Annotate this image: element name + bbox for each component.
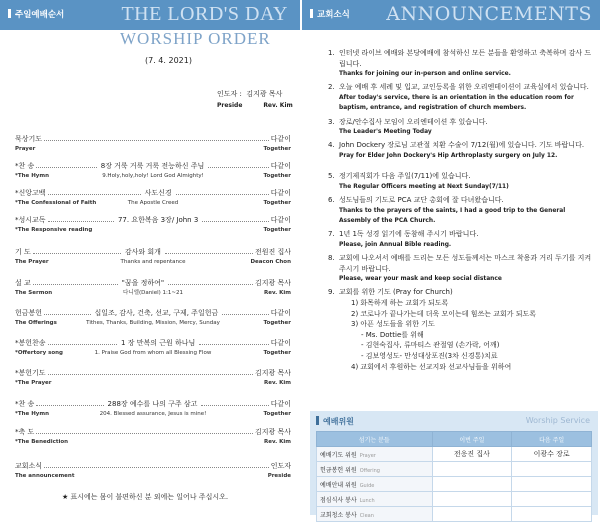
this-sunday bbox=[432, 462, 512, 477]
service-role bbox=[317, 507, 433, 522]
order-item bbox=[15, 337, 291, 358]
left-banner bbox=[0, 0, 300, 30]
order-line bbox=[15, 398, 291, 409]
dot-leader bbox=[36, 398, 103, 406]
prayer-line: 3) 아픈 성도들을 위한 기도 bbox=[351, 320, 435, 329]
order-en-line bbox=[15, 471, 291, 481]
order-line bbox=[15, 307, 291, 318]
order-line bbox=[15, 187, 291, 198]
order-en-label: The announcement bbox=[15, 473, 75, 479]
order-ko-label: 교회소식 bbox=[15, 462, 43, 470]
role-ko: 교회청소 봉사 bbox=[320, 511, 357, 519]
announcement-item bbox=[328, 195, 593, 227]
order-en-line bbox=[15, 171, 291, 181]
dot-leader bbox=[44, 133, 269, 141]
announcement-ko: 정기제직회가 다음 주일(7/11)에 있습니다. bbox=[339, 172, 471, 181]
announcement-ko: 인터넷 라이브 예배와 본당예배에 참석하신 모든 분들을 환영하고 축복하며 감사 드립니다. bbox=[339, 49, 592, 68]
order-en-line bbox=[15, 288, 291, 298]
order-line bbox=[15, 246, 291, 257]
announcement-en: Thanks to the prayers of the saints, I had a good trip to the General Assembly of the PCA Church. bbox=[339, 207, 566, 225]
announcement-ko: 1년 1독 성경 읽기에 동참해 주시기 바랍니다. bbox=[339, 230, 479, 239]
dot-leader bbox=[165, 246, 253, 254]
this-sunday bbox=[432, 477, 512, 492]
announcement-body bbox=[339, 117, 488, 138]
dot-leader bbox=[36, 160, 96, 168]
table-row bbox=[317, 447, 592, 462]
col-header: 섬기는 분들 bbox=[317, 432, 433, 447]
order-line bbox=[15, 133, 291, 144]
announcement-body bbox=[339, 140, 584, 161]
order-detail: 사도신경 bbox=[144, 189, 172, 197]
order-leader: 전원진 집사 bbox=[254, 248, 291, 256]
announcement-ko: 교회에 나오셔서 예배를 드리는 모든 성도들께서는 마스크 착용과 거리 두기를 지켜주시기 바랍니다. bbox=[339, 254, 592, 273]
worship-service-box bbox=[310, 411, 598, 519]
order-en-leader: Together bbox=[263, 320, 291, 326]
announcement-en: The Leader's Meeting Today bbox=[339, 129, 432, 136]
dot-leader bbox=[33, 246, 121, 254]
dot-leader bbox=[201, 398, 268, 406]
order-en-label: The Offerings bbox=[15, 320, 57, 326]
order-leader: 다같이 bbox=[270, 189, 292, 197]
order-item bbox=[15, 307, 291, 328]
role-ko: 예배안내 위원 bbox=[320, 481, 357, 489]
role-ko: 헌금봉헌 위원 bbox=[320, 466, 357, 474]
announcement-body bbox=[339, 82, 593, 114]
order-ko-label: 묵상기도 bbox=[15, 135, 43, 143]
next-sunday bbox=[512, 507, 592, 522]
order-detail: 십일조, 감사, 건축, 선교, 구제, 주일헌금 bbox=[94, 309, 219, 317]
order-detail: 77. 요한복음 3장/ John 3 bbox=[117, 216, 199, 224]
banner-title: ANNOUNCEMENTS bbox=[386, 3, 592, 25]
announcement-en: After today's service, there is an orientation in the education room for baptism, entrance, and registration of church members. bbox=[339, 94, 574, 112]
announcement-item bbox=[328, 253, 593, 285]
order-en-line bbox=[15, 437, 291, 447]
this-sunday bbox=[432, 492, 512, 507]
dot-leader bbox=[222, 307, 268, 315]
role-ko: 점심식사 봉사 bbox=[320, 496, 357, 504]
order-en-leader: Rev. Kim bbox=[264, 380, 291, 386]
dot-leader bbox=[48, 214, 114, 222]
announcement-item bbox=[328, 117, 593, 138]
announcement-item bbox=[328, 48, 593, 80]
order-en-line bbox=[15, 409, 291, 419]
dot-leader bbox=[208, 160, 268, 168]
announcement-ko: 성도님들의 기도로 PCA 교단 총회에 잘 다녀왔습니다. bbox=[339, 196, 504, 205]
order-en-line bbox=[15, 348, 291, 358]
order-en-leader: Rev. Kim bbox=[264, 439, 291, 445]
dot-leader bbox=[199, 337, 268, 345]
order-item bbox=[15, 426, 291, 447]
order-leader: 다같이 bbox=[270, 339, 292, 347]
prayer-line: 4) 교회에서 후원하는 선교지와 선교사님들을 위하여 bbox=[351, 362, 512, 371]
role-en: Guide bbox=[359, 482, 375, 489]
dot-leader bbox=[202, 214, 268, 222]
announcement-number: 7. bbox=[328, 230, 335, 239]
dot-leader bbox=[168, 277, 253, 285]
order-en-line bbox=[15, 257, 291, 267]
service-role bbox=[317, 492, 433, 507]
dot-leader bbox=[48, 367, 253, 375]
announcement-item bbox=[328, 140, 593, 161]
order-line bbox=[15, 277, 291, 288]
dot-leader bbox=[48, 337, 117, 345]
table-row bbox=[317, 462, 592, 477]
order-ko-label: *축 도 bbox=[15, 428, 35, 436]
service-role bbox=[317, 477, 433, 492]
order-en-label: *The Hymn bbox=[15, 173, 50, 179]
announcement-item bbox=[328, 82, 593, 114]
order-leader: 김지광 목사 bbox=[254, 369, 291, 377]
table-row bbox=[317, 477, 592, 492]
presider-en-label: Preside bbox=[217, 102, 243, 109]
order-item bbox=[15, 133, 291, 154]
prayer-line: - Ms. Dottie를 위해 bbox=[361, 330, 424, 339]
order-en-label: Prayer bbox=[15, 146, 36, 152]
order-en-leader: Preside bbox=[267, 473, 291, 479]
order-en-line bbox=[15, 198, 291, 208]
order-en-leader: Together bbox=[263, 146, 291, 152]
role-en: Prayer bbox=[359, 452, 376, 459]
prayer-item bbox=[328, 287, 593, 372]
this-sunday: 전응진 집사 bbox=[432, 447, 512, 462]
presider-block bbox=[217, 88, 293, 112]
dot-leader bbox=[176, 187, 269, 195]
this-sunday bbox=[432, 507, 512, 522]
order-en-label: The Prayer bbox=[15, 259, 49, 265]
order-ko-label: *봉헌찬송 bbox=[15, 339, 46, 347]
order-detail: 288장 예수를 나의 구주 삼고 bbox=[107, 400, 198, 408]
next-sunday bbox=[512, 462, 592, 477]
order-detail: "꿈을 정하여" bbox=[121, 279, 165, 287]
worship-order-panel bbox=[0, 0, 300, 515]
announcement-body bbox=[339, 253, 593, 285]
order-en-line bbox=[15, 378, 291, 388]
service-date: (7. 4. 2021) bbox=[145, 56, 192, 65]
dot-leader bbox=[44, 460, 269, 468]
announcement-number: 3. bbox=[328, 117, 335, 126]
prayer-line: 2) 코로나가 끝나가는데 더욱 모이는데 힘쓰는 교회가 되도록 bbox=[351, 309, 537, 318]
order-en-label: *The Prayer bbox=[15, 380, 52, 386]
order-item bbox=[15, 277, 291, 298]
service-en-title: Worship Service bbox=[525, 416, 590, 425]
col-header: 다음 주일 bbox=[512, 432, 592, 447]
col-header: 이번 주일 bbox=[432, 432, 512, 447]
dot-leader bbox=[36, 426, 253, 434]
announcement-item bbox=[328, 229, 593, 250]
presider-label: 인도자 : bbox=[217, 90, 242, 98]
order-ko-label: *신앙고백 bbox=[15, 189, 46, 197]
role-en: Offering bbox=[359, 467, 380, 474]
order-en-line bbox=[15, 318, 291, 328]
order-en-line bbox=[15, 225, 291, 235]
order-en-detail: 9.Holy,holy,holy! Lord God Almighty! bbox=[102, 173, 204, 179]
announcement-number: 6. bbox=[328, 196, 335, 205]
order-ko-label: 설 교 bbox=[15, 279, 31, 287]
order-en-line bbox=[15, 144, 291, 154]
order-leader: 다같이 bbox=[270, 309, 292, 317]
order-en-detail: 204. Blessed assurance, Jesus is mine! bbox=[99, 411, 207, 417]
dot-leader bbox=[33, 277, 118, 285]
order-leader: 다같이 bbox=[270, 216, 292, 224]
order-item bbox=[15, 398, 291, 419]
order-leader: 다같이 bbox=[270, 400, 291, 408]
announcement-body bbox=[339, 171, 509, 192]
order-en-detail: 1. Praise God from whom all Blessing Flow bbox=[94, 350, 212, 356]
order-leader: 김지광 목사 bbox=[254, 428, 291, 436]
order-detail: 1 장 만복의 근원 하나님 bbox=[121, 339, 196, 347]
announcement-en: Please, join Annual Bible reading. bbox=[339, 242, 452, 248]
order-ko-label: *봉헌기도 bbox=[15, 369, 46, 377]
order-leader: 인도자 bbox=[270, 462, 291, 470]
order-line bbox=[15, 214, 291, 225]
order-line bbox=[15, 160, 291, 171]
table-row bbox=[317, 492, 592, 507]
dot-leader bbox=[44, 307, 90, 315]
service-role bbox=[317, 447, 433, 462]
prayer-title: 교회를 위한 기도 (Pray for Church) bbox=[339, 288, 453, 297]
order-en-detail: Tithes, Thanks, Building, Mission, Mercy, Sunday bbox=[86, 320, 220, 326]
order-line bbox=[15, 337, 291, 348]
announcement-number: 2. bbox=[328, 83, 335, 92]
order-en-leader: Together bbox=[263, 200, 291, 206]
order-en-label: *Offertory song bbox=[15, 350, 63, 356]
announcement-ko: 장로/안수집사 모임이 오리엔테이션 후 있습니다. bbox=[339, 117, 488, 126]
order-ko-label: *찬 송 bbox=[15, 400, 35, 408]
order-item bbox=[15, 160, 291, 181]
worship-title: WORSHIP ORDER bbox=[120, 29, 271, 48]
order-detail: 8장 거룩 거룩 거룩 전능하신 주님 bbox=[100, 162, 205, 170]
announcement-en: The Regular Officers meeting at Next Sunday(7/11) bbox=[339, 184, 509, 191]
announcement-body bbox=[339, 229, 478, 250]
banner-label: 교회소식 bbox=[310, 8, 350, 20]
announcement-ko: 오늘 예배 후 세례 및 입교, 교인등록을 위한 오리엔테이션이 교육실에서 있습니다. bbox=[339, 83, 589, 92]
right-banner bbox=[302, 0, 600, 30]
dot-leader bbox=[48, 187, 141, 195]
order-en-label: *The Responsive reading bbox=[15, 227, 93, 233]
order-item bbox=[15, 187, 291, 208]
order-item bbox=[15, 214, 291, 235]
order-en-leader: Rev. Kim bbox=[264, 290, 291, 296]
order-en-detail: Thanks and repentance bbox=[120, 259, 186, 265]
banner-title: THE LORD'S DAY bbox=[121, 3, 288, 25]
order-item bbox=[15, 460, 291, 481]
announcement-en: Please, wear your mask and keep social distance bbox=[339, 276, 502, 283]
announcement-number: 8. bbox=[328, 254, 335, 263]
order-leader: 다같이 bbox=[270, 162, 292, 170]
order-en-label: *The Confessional of Faith bbox=[15, 200, 97, 206]
order-en-label: The Sermon bbox=[15, 290, 53, 296]
order-en-label: *The Hymn bbox=[15, 411, 50, 417]
order-en-leader: Together bbox=[263, 227, 291, 233]
standing-note: ★ 표시에는 몸이 불편하신 분 외에는 일어나 주십시오. bbox=[62, 493, 229, 501]
service-title: 예배위원 bbox=[316, 416, 354, 427]
role-en: Lunch bbox=[359, 497, 375, 504]
announcement-en: Pray for Elder John Dockery's Hip Arthroplasty surgery on July 12. bbox=[339, 152, 558, 159]
order-line bbox=[15, 460, 291, 471]
order-en-label: *The Benediction bbox=[15, 439, 69, 445]
announcement-list bbox=[328, 48, 593, 375]
next-sunday: 이광수 장로 bbox=[512, 447, 592, 462]
next-sunday bbox=[512, 477, 592, 492]
order-item bbox=[15, 367, 291, 388]
order-leader: 다같이 bbox=[270, 135, 291, 143]
announcement-item bbox=[328, 171, 593, 192]
order-ko-label: 기 도 bbox=[15, 248, 31, 256]
announcement-number: 5. bbox=[328, 172, 335, 181]
order-en-leader: Together bbox=[263, 411, 291, 417]
next-sunday bbox=[512, 492, 592, 507]
role-ko: 예배기도 위원 bbox=[320, 451, 357, 459]
announcements-panel bbox=[302, 0, 600, 519]
announcement-number: 9. bbox=[328, 288, 335, 297]
order-en-detail: 다니엘(Daniel) 1:1~21 bbox=[123, 290, 183, 296]
prayer-line: 1) 화목하게 하는 교회가 되도록 bbox=[351, 298, 449, 307]
order-en-leader: Together bbox=[263, 173, 291, 179]
order-ko-label: *성시교독 bbox=[15, 216, 46, 224]
announcement-body bbox=[339, 48, 593, 80]
order-line bbox=[15, 367, 291, 378]
announcement-number: 1. bbox=[328, 49, 335, 57]
order-ko-label: *찬 송 bbox=[15, 162, 35, 170]
order-en-detail: The Apostle Creed bbox=[127, 200, 179, 206]
service-table bbox=[316, 431, 592, 522]
role-en: Clean bbox=[359, 512, 374, 519]
order-en-leader: Together bbox=[263, 350, 291, 356]
presider-en-name: Rev. Kim bbox=[263, 102, 293, 109]
prayer-line: - 김현숙집사, 류마티스 관절염 (손가락, 어깨) bbox=[361, 341, 500, 350]
table-row bbox=[317, 507, 592, 522]
prayer-line: - 김보영성도- 만성대상포진(3차 신경통)치료 bbox=[361, 351, 498, 360]
order-leader: 김지광 목사 bbox=[254, 279, 291, 287]
order-item bbox=[15, 246, 291, 267]
order-ko-label: 헌금봉헌 bbox=[15, 309, 43, 317]
order-en-leader: Deacon Chon bbox=[250, 259, 291, 265]
banner-label: 주일예배순서 bbox=[8, 8, 64, 20]
prayer-body bbox=[339, 287, 536, 372]
order-line bbox=[15, 426, 291, 437]
order-detail: 감사와 회개 bbox=[124, 248, 161, 256]
announcement-number: 4. bbox=[328, 141, 335, 150]
presider-name: 김지광 목사 bbox=[246, 90, 283, 98]
announcement-ko: John Dockery 장로님 고관절 치환 수술이 7/12(월)에 있습니다. 기도 바랍니다. bbox=[339, 141, 585, 150]
announcement-en: Thanks for joining our in-person and online service. bbox=[339, 71, 511, 78]
service-role bbox=[317, 462, 433, 477]
announcement-body bbox=[339, 195, 593, 227]
